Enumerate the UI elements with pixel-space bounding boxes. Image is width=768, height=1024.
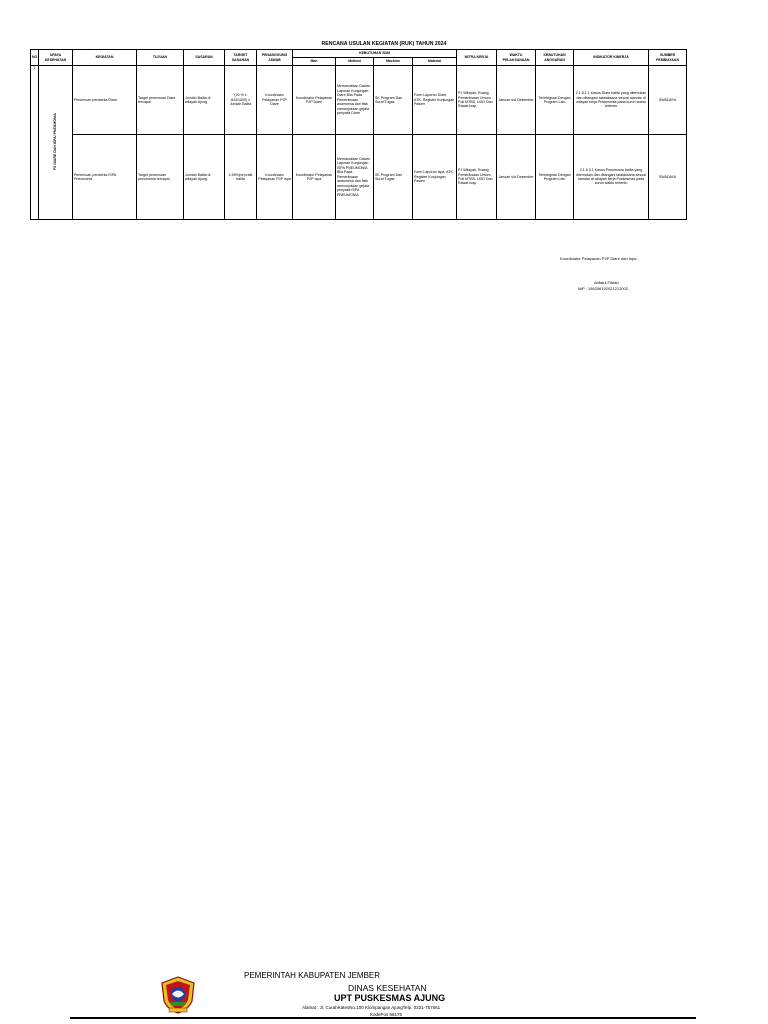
letterhead-department: DINAS KESEHATAN — [348, 983, 427, 993]
method-cell: Memasukkan Dalam Laporan Kunjungan Diare Bila Pada Pemeriksaan anamnesa dan fisik menunjukkan gejala penyakit Diare — [336, 66, 374, 135]
signature-role: Koordinator Pelayanan P2P Diare dan Ispa — [560, 256, 637, 261]
target-cell: 4,45%jml prakt balita — [225, 135, 257, 220]
upaya-label: P2 DIARE DAN ISPA/ PNEUMONIA — [53, 113, 58, 171]
mitra-cell: PJ Wilayah, Ruang Pemeriksaan Umum, Poli MTBS, UGD Dan Rawat Inap — [457, 66, 497, 135]
header-kebutuhan-sdm: KEBUTUHAN SDM — [293, 50, 457, 58]
waktu-cell: Januari s/d Desember — [497, 135, 536, 220]
header-penanggung-jawab: PENANGGUNG JAWAB — [257, 50, 293, 66]
header-anggaran: KEBUTUHAN ANGGARAN — [536, 50, 574, 66]
material-cell: Form Laporan Ispa, ATK, Register Kunjungan Pasien — [413, 135, 457, 220]
man-cell: Koordinator Pelayanan P2P Ispa — [293, 135, 336, 220]
man-cell: Koordinator Pelayanan P2P Diare — [293, 66, 336, 135]
table-row — [31, 66, 687, 135]
letterhead-address: Alamat : Jl. CurahKatesNo.100 Klompangan AjungTelp. 0331-757661 — [302, 1005, 441, 1010]
tujuan-cell: Target penemuan pneumonia tercapai — [137, 135, 184, 220]
machine-cell: SK Program Dan Surat Tugas — [374, 135, 413, 220]
letterhead-postal: KodePos 68175 — [370, 1012, 403, 1017]
header-sumber: SUMBER PEMBIAYAAN — [649, 50, 687, 66]
sasaran-cell: Jumlah Balita di wilayah Ajung — [184, 66, 225, 135]
jember-emblem-logo — [158, 975, 198, 1015]
letterhead-rule — [70, 1017, 696, 1019]
document-title: RENCANA USULAN KEGIATAN (RUK) TAHUN 2024 — [321, 41, 447, 47]
letterhead-puskesmas: UPT PUSKESMAS AJUNG — [334, 993, 446, 1003]
machine-cell: SK Program Dan Surat Tugas — [374, 66, 413, 135]
header-material: Material — [413, 58, 457, 66]
sasaran-cell: Jumlah Balita di wilayah Ajung — [184, 135, 225, 220]
letterhead-government: PEMERINTAH KABUPATEN JEMBER — [244, 971, 381, 980]
sumber-cell: SWADAYA — [649, 66, 687, 135]
anggaran-cell: Terintegrasi Dengan Program Lain — [536, 66, 574, 135]
header-machine: Machine — [374, 58, 413, 66]
anggaran-cell: Terintegrasi Dengan Program Lain — [536, 135, 574, 220]
waktu-cell: Januari s/d Desember — [497, 66, 536, 135]
header-indikator: INDIKATOR KINERJA — [574, 50, 649, 66]
indikator-cell: 2.1.5.3.1 Kasus Pneumonia balita yang ditemukan dan ditangani tatalaksana sesuai standar di wilayah kerja Puskesmas pada kurun waktu tertentu — [574, 135, 649, 220]
header-no: NO — [31, 50, 39, 66]
mitra-cell: PJ Wilayah, Ruang Pemeriksaan Umum, Poli MTBS, UGD Dan Rawat Inap — [457, 135, 497, 220]
header-target: TARGET SASARAN — [225, 50, 257, 66]
header-man: Man — [293, 58, 336, 66]
header-mitra: MITRA KERJA — [457, 50, 497, 66]
material-cell: Form Laporan Diare, ATK, Register Kunjungan Pasien — [413, 66, 457, 135]
target-cell: (20 % x 843/1000) x Jumlah Balita — [225, 66, 257, 135]
tujuan-cell: Target penemuan Diare tercapai — [137, 66, 184, 135]
pj-cell: Koordinator Pelayanan P2P Ispa — [257, 135, 293, 220]
header-tujuan: TUJUAN — [137, 50, 184, 66]
kegiatan-cell: Penemuan penderita Diare — [73, 66, 137, 135]
upaya-cell — [39, 66, 73, 220]
header-kegiatan: KEGIATAN — [73, 50, 137, 66]
indikator-cell: 2.1.5.1.1 Kasus Diare balita yang ditemukan dan ditangani tatalaksana sesuai standar di wilayah kerja Puskesmas pada kurun waktu tertentu — [574, 66, 649, 135]
header-sasaran: SASARAN — [184, 50, 225, 66]
table-row — [31, 135, 687, 220]
sumber-cell: SWADAYA — [649, 135, 687, 220]
pj-cell: Koordinator Pelayanan P2P Diare — [257, 66, 293, 135]
signature-name: Arifatul Fitriah — [594, 280, 619, 285]
method-cell: Memasukkan Dalam Laporan Kunjungan ISPA PNEUMONIA Bila Pada Pemeriksaan anamnesa dan fisik menunjukkan gejala penyakit ISPA PNEUMONIA — [336, 135, 374, 220]
header-upaya: UPAYA KESEHATAN — [39, 50, 73, 66]
header-waktu: WAKTU PELAKSANAAN — [497, 50, 536, 66]
ruk-table — [30, 49, 687, 220]
header-method: Method — [336, 58, 374, 66]
signature-nip: NIP : 198206192021212002 — [578, 286, 628, 291]
row-number: 1 — [31, 66, 39, 220]
kegiatan-cell: Penemuan penderita ISPA Pneumonia — [73, 135, 137, 220]
